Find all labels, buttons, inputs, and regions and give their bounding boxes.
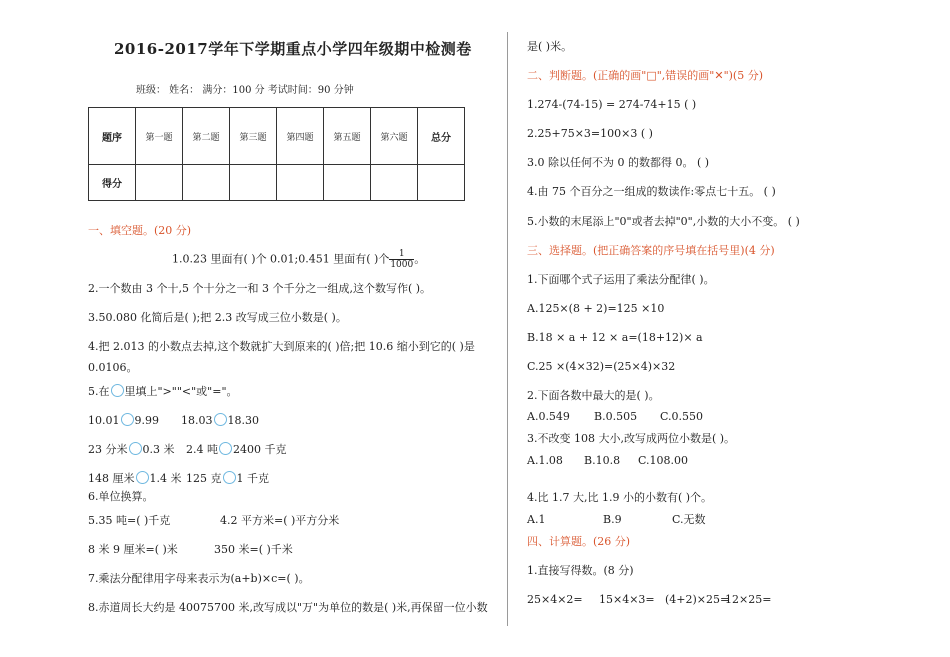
circle-blank-icon (111, 384, 124, 397)
table-header-cell: 总分 (418, 108, 465, 165)
column-divider (507, 32, 508, 626)
choice-option: C.0.550 (660, 410, 704, 423)
choice-option: A.1 (527, 513, 546, 526)
calc-item: (4+2)×25= (665, 593, 730, 606)
section-heading: 四、计算题。(26 分) (527, 535, 631, 548)
compare-item[interactable] (88, 471, 182, 486)
table-header-cell: 第一题 (136, 108, 183, 165)
calc-item: 12×25= (725, 593, 772, 606)
compare-right: 9.99 (134, 414, 159, 427)
judge-item: 5.小数的末尾添上"0"或者去掉"0",小数的大小不变。 ( ) (527, 215, 800, 228)
unit-conversion-item: 350 米=( )千米 (214, 543, 293, 556)
score-cell[interactable] (136, 165, 183, 201)
question-1 (172, 249, 425, 270)
table-row-label: 得分 (89, 165, 136, 201)
question-text: 5.在 (88, 385, 110, 398)
choice-option: A.125×(8 + 2)=125 ×10 (527, 302, 665, 315)
choice-option: B.10.8 (584, 454, 621, 467)
circle-blank-icon[interactable] (223, 471, 236, 484)
choice-option: A.1.08 (527, 454, 563, 467)
circle-blank-icon[interactable] (129, 442, 142, 455)
choice-option: C.108.00 (638, 454, 689, 467)
table-header-cell: 第三题 (230, 108, 277, 165)
score-cell[interactable] (324, 165, 371, 201)
fraction-numerator: 1 (389, 249, 414, 260)
question-4-line2: 0.0106。 (88, 361, 138, 374)
question-text: 。 (414, 252, 426, 266)
compare-left: 2.4 吨 (186, 443, 218, 456)
score-cell[interactable] (183, 165, 230, 201)
compare-item[interactable] (88, 442, 175, 457)
calc-item: 25×4×2= (527, 593, 583, 606)
compare-right: 0.3 米 (142, 443, 175, 456)
fraction-denominator: 1000 (390, 260, 414, 270)
question-8: 8.赤道周长大约是 40075700 米,改写成以"万"为单位的数是( )米,再保留一位小数 (88, 601, 488, 614)
section-heading: 一、填空题。(20 分) (88, 224, 192, 237)
table-header-cell: 第六题 (371, 108, 418, 165)
choice-option: B.9 (603, 513, 622, 526)
circle-blank-icon[interactable] (219, 442, 232, 455)
table-header-cell: 第五题 (324, 108, 371, 165)
table-header-cell: 第二题 (183, 108, 230, 165)
page-title: 2016-2017学年下学期重点小学四年级期中检测卷 (114, 40, 472, 58)
compare-right: 1 千克 (236, 472, 269, 485)
choice-question: 1.下面哪个式子运用了乘法分配律( )。 (527, 273, 715, 286)
unit-conversion-item: 5.35 吨=( )千克 (88, 514, 171, 527)
question-4-line1: 4.把 2.013 的小数点去掉,这个数就扩大到原来的( )倍;把 10.6 缩小到它的( )是 (88, 340, 475, 353)
choice-option: A.0.549 (527, 410, 570, 423)
question-8-continued: 是( )米。 (527, 40, 573, 53)
question-2: 2.一个数由 3 个十,5 个十分之一和 3 个千分之一组成,这个数写作( )。 (88, 282, 432, 295)
judge-item: 1.274-(74-15) = 274-74+15 ( ) (527, 98, 697, 111)
compare-left: 10.01 (88, 414, 120, 427)
compare-item[interactable] (88, 413, 159, 428)
compare-item[interactable] (186, 471, 269, 486)
choice-question: 4.比 1.7 大,比 1.9 小的小数有( )个。 (527, 491, 713, 504)
table-header-cell: 第四题 (277, 108, 324, 165)
question-6: 6.单位换算。 (88, 490, 154, 503)
section-heading: 三、选择题。(把正确答案的序号填在括号里)(4 分) (527, 244, 775, 257)
compare-left: 18.03 (181, 414, 213, 427)
choice-option: C.25 ×(4×32)=(25×4)×32 (527, 360, 676, 373)
compare-left: 23 分米 (88, 443, 128, 456)
judge-item: 2.25+75×3=100×3 ( ) (527, 127, 653, 140)
circle-blank-icon[interactable] (214, 413, 227, 426)
calc-item: 15×4×3= (599, 593, 655, 606)
unit-conversion-item: 4.2 平方米=( )平方分米 (220, 514, 340, 527)
judge-item: 3.0 除以任何不为 0 的数都得 0。 ( ) (527, 156, 710, 169)
unit-conversion-item: 8 米 9 厘米=( )米 (88, 543, 178, 556)
compare-right: 1.4 米 (149, 472, 182, 485)
choice-option: C.无数 (672, 513, 706, 526)
circle-blank-icon[interactable] (136, 471, 149, 484)
score-cell[interactable] (418, 165, 465, 201)
question-text: 1.0.23 里面有( )个 0.01;0.451 里面有( )个 (172, 252, 390, 266)
compare-right: 18.30 (227, 414, 259, 427)
compare-item[interactable] (181, 413, 259, 428)
choice-question: 2.下面各数中最大的是( )。 (527, 389, 660, 402)
judge-item: 4.由 75 个百分之一组成的数读作:零点七十五。 ( ) (527, 185, 776, 198)
table-header-cell: 题序 (89, 108, 136, 165)
exam-info: 班级： 姓名： 满分：100 分 考试时间：90 分钟 (136, 85, 354, 96)
score-cell[interactable] (371, 165, 418, 201)
section-heading: 二、判断题。(正确的画"□",错误的画"✕")(5 分) (527, 69, 764, 82)
score-cell[interactable] (277, 165, 324, 201)
circle-blank-icon[interactable] (121, 413, 134, 426)
compare-right: 2400 千克 (233, 443, 287, 456)
choice-option: B.0.505 (594, 410, 638, 423)
choice-option: B.18 × a + 12 × a=(18+12)× a (527, 331, 703, 344)
question-text: 里填上">""<"或"="。 (124, 385, 238, 398)
score-cell[interactable] (230, 165, 277, 201)
fraction (389, 249, 414, 270)
choice-question: 3.不改变 108 大小,改写成两位小数是( )。 (527, 432, 736, 445)
question-7: 7.乘法分配律用字母来表示为(a+b)×c=( )。 (88, 572, 310, 585)
question-5 (88, 384, 238, 399)
question-3: 3.50.080 化简后是( );把 2.3 改写成三位小数是( )。 (88, 311, 347, 324)
score-table (88, 107, 465, 201)
compare-left: 125 克 (186, 472, 222, 485)
compare-left: 148 厘米 (88, 472, 135, 485)
calc-subheading: 1.直接写得数。(8 分) (527, 564, 634, 577)
compare-item[interactable] (186, 442, 287, 457)
